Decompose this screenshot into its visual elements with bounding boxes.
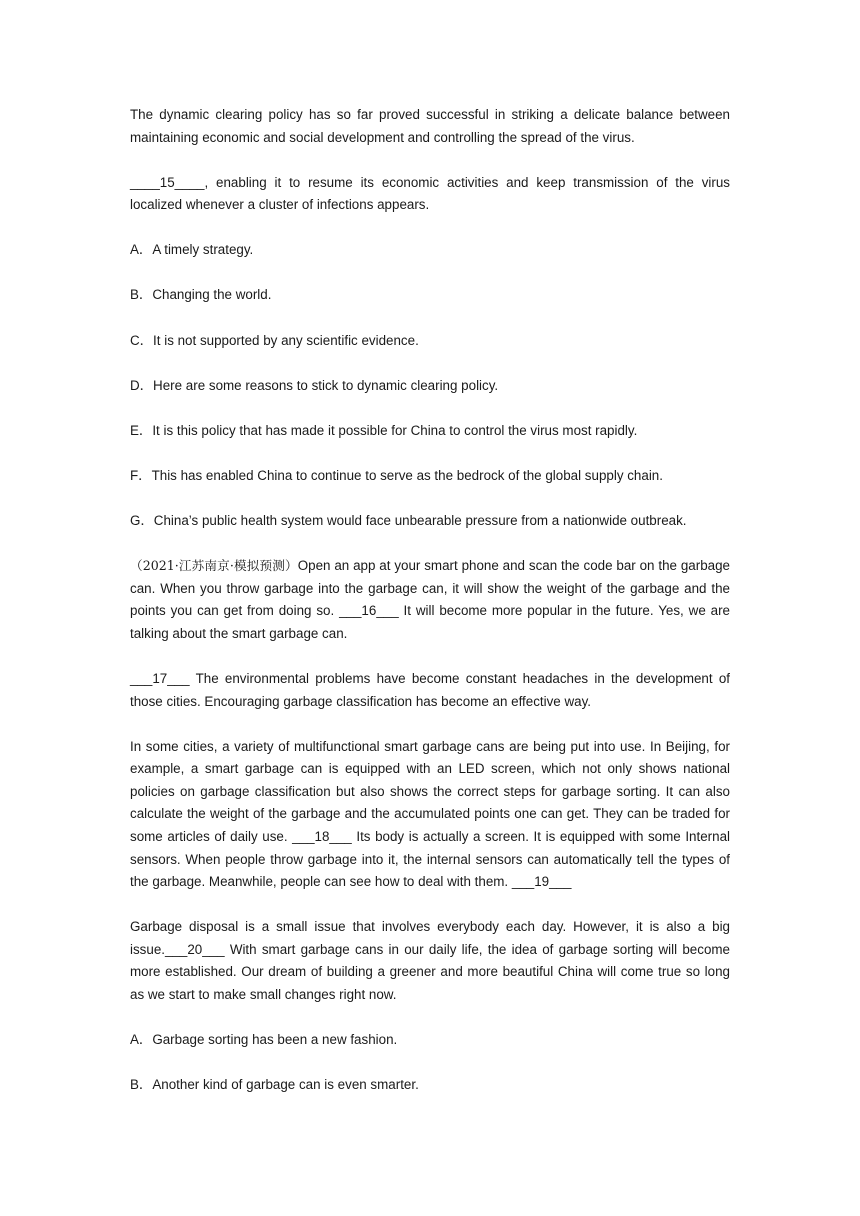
passage2-para3: In some cities, a variety of multifunctional smart garbage cans are being put into use. In Beijing, for example, a smart garbage can is equipped with an LED screen, which not only shows national policies on garbage classification but also shows the correct steps for garbage sorting. It can also calculate the weight of the garbage and the accumulated points one can get. They can be traded for some articles of daily use. ___18___ Its body is actually a screen. It is equipped with some Internal sensors. When people throw garbage into it, the internal sensors can automatically tell the types of the garbage. Meanwhile, people can see how to deal with them. ___19___ [130, 738, 730, 890]
passage2-para1-text: Open an app at your smart phone and scan the code bar on the garbage can. When you throw garbage into the garbage can, it will show the weight of the garbage and the points you can get from doing so. ___16___ It will become more popular in the future. Yes, we are talking about the smart garbage can. [130, 558, 730, 641]
option-e: E．It is this policy that has made it possible for China to control the virus most rapidly. [130, 422, 638, 438]
passage2-option-b: B．Another kind of garbage can is even smarter. [130, 1077, 419, 1093]
passage2-para2: ___17___ The environmental problems have become constant headaches in the development of those cities. Encouraging garbage classification has become an effective way. [130, 670, 730, 709]
option-c: C．It is not supported by any scientific evidence. [130, 332, 419, 348]
option-a: A．A timely strategy. [130, 242, 254, 258]
source-tag: （2021·江苏南京·模拟预测） [130, 558, 298, 574]
option-g: G．China’s public health system would face unbearable pressure from a nationwide outbreak. [130, 512, 687, 528]
option-d: D．Here are some reasons to stick to dynamic clearing policy. [130, 377, 499, 393]
blank-15-paragraph: ____15____, enabling it to resume its economic activities and keep transmission of the virus localized whenever a cluster of infections appears. [130, 174, 730, 213]
passage1-intro: The dynamic clearing policy has so far proved successful in striking a delicate balance between maintaining economic and social development and controlling the spread of the virus. [130, 107, 730, 145]
passage2-para4: Garbage disposal is a small issue that involves everybody each day. However, it is also a big issue.___20___ With smart garbage cans in our daily life, the idea of garbage sorting will become more established. Our dream of building a greener and more beautiful China will come true so long as we start to make small changes right now. [130, 919, 730, 1003]
passage2-para1 [130, 555, 730, 645]
option-f: F．This has enabled China to continue to serve as the bedrock of the global supply chain. [130, 467, 663, 483]
passage2-option-a: A．Garbage sorting has been a new fashion. [130, 1032, 398, 1048]
option-b: B．Changing the world. [130, 287, 272, 303]
document-page [130, 104, 730, 1097]
